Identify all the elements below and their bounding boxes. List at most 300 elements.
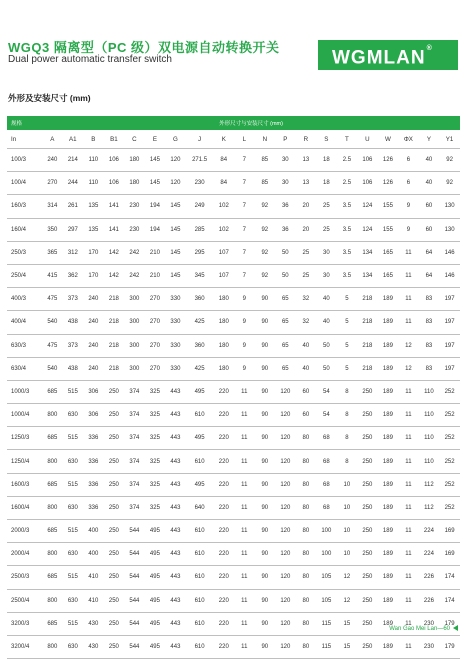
table-row: [7, 496, 460, 519]
dimension-cell: 6: [398, 172, 419, 195]
dimension-cell: 300: [124, 357, 145, 380]
dimension-cell: 250: [104, 635, 125, 658]
column-header: P: [275, 130, 296, 149]
dimension-cell: 438: [63, 357, 84, 380]
dimension-cell: 430: [83, 612, 104, 635]
dimension-cell: 250: [357, 473, 378, 496]
dimension-cell: 220: [214, 450, 235, 473]
dimension-cell: 110: [83, 172, 104, 195]
dimension-cell: 443: [165, 543, 186, 566]
dimension-cell: 106: [357, 172, 378, 195]
model-cell: 1000/3: [7, 380, 42, 403]
dimension-cell: 8: [337, 404, 358, 427]
dimension-cell: 189: [378, 566, 399, 589]
dimension-cell: 495: [145, 589, 166, 612]
dimension-cell: 495: [145, 543, 166, 566]
dimension-cell: 174: [439, 589, 460, 612]
table-row: [7, 218, 460, 241]
dimension-cell: 252: [439, 473, 460, 496]
dimension-cell: 295: [186, 241, 214, 264]
dimension-cell: 218: [357, 288, 378, 311]
registered-mark: ®: [426, 45, 432, 52]
dimension-cell: 515: [63, 520, 84, 543]
dimension-cell: 180: [124, 149, 145, 172]
dimension-cell: 146: [439, 241, 460, 264]
dimension-cell: 65: [275, 311, 296, 334]
dimension-cell: 415: [42, 264, 63, 287]
dimension-cell: 250: [104, 589, 125, 612]
dimension-cell: 630: [63, 496, 84, 519]
dimension-cell: 230: [124, 218, 145, 241]
dimension-cell: 126: [378, 172, 399, 195]
column-header: N: [255, 130, 276, 149]
dimension-cell: 5: [337, 288, 358, 311]
dimension-cell: 85: [255, 149, 276, 172]
dimension-cell: 220: [214, 520, 235, 543]
dimension-cell: 194: [145, 195, 166, 218]
dimension-cell: 106: [104, 172, 125, 195]
dimension-cell: 230: [419, 612, 440, 635]
dimension-cell: 141: [104, 195, 125, 218]
dimension-cell: 325: [145, 404, 166, 427]
dimension-cell: 250: [104, 520, 125, 543]
dimension-cell: 90: [255, 543, 276, 566]
dimension-cell: 306: [83, 380, 104, 403]
column-header: S: [316, 130, 337, 149]
dimension-cell: 120: [275, 404, 296, 427]
table-row: [7, 427, 460, 450]
dimension-cell: 373: [63, 334, 84, 357]
dimension-cell: 325: [145, 496, 166, 519]
table-row: [7, 380, 460, 403]
dimension-cell: 270: [145, 357, 166, 380]
dimension-cell: 11: [234, 496, 255, 519]
dimension-cell: 495: [145, 566, 166, 589]
dimension-cell: 7: [234, 172, 255, 195]
dimension-cell: 630: [63, 543, 84, 566]
table-row: [7, 172, 460, 195]
table-row: [7, 473, 460, 496]
dimension-cell: 250: [104, 612, 125, 635]
dimension-cell: 40: [419, 149, 440, 172]
model-cell: 1250/4: [7, 450, 42, 473]
dimension-cell: 314: [42, 195, 63, 218]
dimension-cell: 685: [42, 427, 63, 450]
column-header: R: [296, 130, 317, 149]
dimension-cell: 330: [165, 357, 186, 380]
dimension-cell: 189: [378, 496, 399, 519]
dimension-cell: 120: [165, 172, 186, 195]
model-cell: 160/4: [7, 218, 42, 241]
dimension-cell: 189: [378, 427, 399, 450]
dimension-cell: 220: [214, 635, 235, 658]
dimension-cell: 9: [234, 357, 255, 380]
dimension-cell: 11: [234, 520, 255, 543]
dimension-cell: 170: [83, 264, 104, 287]
table-row: [7, 195, 460, 218]
dimension-cell: 134: [357, 241, 378, 264]
model-cell: 2500/3: [7, 566, 42, 589]
dimension-cell: 240: [83, 288, 104, 311]
dimension-cell: 110: [83, 149, 104, 172]
dimension-cell: 107: [214, 264, 235, 287]
dimension-cell: 50: [275, 264, 296, 287]
model-cell: 250/3: [7, 241, 42, 264]
dimension-cell: 80: [296, 543, 317, 566]
dimension-cell: 110: [419, 427, 440, 450]
dimension-cell: 65: [275, 288, 296, 311]
dimension-cell: 36: [275, 218, 296, 241]
dimension-cell: 50: [316, 357, 337, 380]
dimension-cell: 11: [398, 241, 419, 264]
dimension-cell: 10: [337, 496, 358, 519]
dimension-cell: 325: [145, 427, 166, 450]
dimension-cell: 306: [83, 404, 104, 427]
dimension-cell: 80: [296, 427, 317, 450]
dimension-cell: 540: [42, 357, 63, 380]
dimension-cell: 270: [145, 311, 166, 334]
dimension-cell: 610: [186, 612, 214, 635]
dimension-cell: 544: [124, 520, 145, 543]
dimension-cell: 141: [104, 218, 125, 241]
dimension-cell: 107: [214, 241, 235, 264]
dimension-cell: 495: [145, 635, 166, 658]
table-row: [7, 311, 460, 334]
dimension-cell: 90: [255, 380, 276, 403]
dimension-cell: 270: [42, 172, 63, 195]
dimension-cell: 180: [214, 357, 235, 380]
dimension-cell: 495: [186, 427, 214, 450]
dimension-cell: 5: [337, 311, 358, 334]
dimension-cell: 242: [124, 241, 145, 264]
dimension-cell: 64: [419, 241, 440, 264]
dimension-cell: 244: [63, 172, 84, 195]
dimension-cell: 189: [378, 357, 399, 380]
dimension-cell: 32: [296, 311, 317, 334]
left-triangle-icon: [453, 625, 458, 631]
dimension-cell: 438: [63, 311, 84, 334]
column-header: T: [337, 130, 358, 149]
dimension-cell: 11: [398, 543, 419, 566]
dimension-cell: 124: [357, 195, 378, 218]
dimension-cell: 100: [316, 520, 337, 543]
dimension-cell: 252: [439, 496, 460, 519]
dimension-cell: 800: [42, 589, 63, 612]
dimension-cell: 92: [255, 241, 276, 264]
dimension-cell: 120: [275, 543, 296, 566]
dimension-cell: 240: [83, 311, 104, 334]
dimension-cell: 12: [337, 589, 358, 612]
dimension-cell: 250: [104, 380, 125, 403]
dimension-cell: 11: [398, 473, 419, 496]
dimension-cell: 197: [439, 357, 460, 380]
column-header-row: [7, 130, 460, 149]
column-header: L: [234, 130, 255, 149]
dimension-cell: 60: [419, 218, 440, 241]
model-cell: 2000/4: [7, 543, 42, 566]
dimension-cell: 120: [275, 612, 296, 635]
dimension-cell: 475: [42, 334, 63, 357]
column-header: J: [186, 130, 214, 149]
dimension-cell: 11: [398, 311, 419, 334]
model-cell: 630/3: [7, 334, 42, 357]
dimension-cell: 544: [124, 566, 145, 589]
dimension-cell: 120: [275, 450, 296, 473]
dimension-cell: 218: [104, 288, 125, 311]
dimension-cell: 250: [357, 404, 378, 427]
dimension-cell: 20: [296, 195, 317, 218]
dimension-cell: 92: [255, 195, 276, 218]
table-header-band: [7, 116, 460, 130]
dimension-cell: 220: [214, 612, 235, 635]
dimension-cell: 11: [398, 288, 419, 311]
column-header: G: [165, 130, 186, 149]
dimension-cell: 90: [255, 635, 276, 658]
dimension-cell: 495: [145, 520, 166, 543]
model-cell: 630/4: [7, 357, 42, 380]
dimension-cell: 11: [398, 450, 419, 473]
dimension-cell: 610: [186, 566, 214, 589]
model-cell: 160/3: [7, 195, 42, 218]
dimension-cell: 224: [419, 543, 440, 566]
dimension-cell: 106: [104, 149, 125, 172]
dimension-cell: 11: [398, 566, 419, 589]
dimension-cell: 210: [145, 264, 166, 287]
dimension-cell: 630: [63, 450, 84, 473]
model-cell: 1600/3: [7, 473, 42, 496]
dimension-cell: 106: [357, 149, 378, 172]
dimension-cell: 11: [234, 427, 255, 450]
dimension-cell: 120: [275, 380, 296, 403]
dimension-cell: 142: [104, 241, 125, 264]
dimension-cell: 124: [357, 218, 378, 241]
dimension-cell: 220: [214, 496, 235, 519]
dimension-cell: 5: [337, 357, 358, 380]
dimension-cell: 60: [296, 380, 317, 403]
dimension-cell: 11: [234, 589, 255, 612]
dimension-cell: 40: [316, 311, 337, 334]
dimension-cell: 83: [419, 357, 440, 380]
dimension-cell: 8: [337, 380, 358, 403]
dimension-cell: 270: [145, 334, 166, 357]
dimension-cell: 9: [234, 288, 255, 311]
dimension-cell: 250: [104, 496, 125, 519]
dimension-cell: 362: [63, 264, 84, 287]
dimension-cell: 443: [165, 404, 186, 427]
dimension-cell: 142: [104, 264, 125, 287]
dimension-cell: 105: [316, 589, 337, 612]
dimension-cell: 7: [234, 218, 255, 241]
table-row: [7, 543, 460, 566]
dimension-cell: 9: [234, 334, 255, 357]
dimension-cell: 189: [378, 589, 399, 612]
dimension-cell: 336: [83, 473, 104, 496]
dimension-cell: 189: [378, 612, 399, 635]
dimension-cell: 250: [357, 589, 378, 612]
dimension-cell: 250: [357, 380, 378, 403]
dimension-cell: 374: [124, 404, 145, 427]
dimension-cell: 40: [419, 172, 440, 195]
page-footer: [389, 625, 458, 632]
dimension-cell: 230: [419, 635, 440, 658]
dimension-cell: 194: [145, 218, 166, 241]
dimension-cell: 250: [104, 566, 125, 589]
dimension-cell: 495: [186, 473, 214, 496]
dimension-cell: 540: [42, 311, 63, 334]
dimension-cell: 135: [83, 195, 104, 218]
dimension-cell: 18: [316, 149, 337, 172]
dimension-cell: 610: [186, 450, 214, 473]
dimension-cell: 230: [186, 172, 214, 195]
table-row: [7, 404, 460, 427]
dimension-cell: 443: [165, 566, 186, 589]
dimension-cell: 336: [83, 450, 104, 473]
dimension-cell: 544: [124, 612, 145, 635]
dimension-cell: 220: [214, 543, 235, 566]
dimension-cell: 250: [104, 450, 125, 473]
dimension-cell: 145: [145, 149, 166, 172]
dimension-cell: 630: [63, 404, 84, 427]
dimension-cell: 544: [124, 543, 145, 566]
dimension-cell: 250: [357, 543, 378, 566]
page-title: WGQ3 隔离型（PC 级）双电源自动转换开关: [8, 40, 280, 55]
dimension-cell: 80: [296, 473, 317, 496]
dimension-cell: 90: [255, 450, 276, 473]
dimension-cell: 443: [165, 612, 186, 635]
dimension-cell: 443: [165, 496, 186, 519]
dimension-cell: 65: [275, 334, 296, 357]
dimension-cell: 7: [234, 241, 255, 264]
brand-logo: [318, 40, 458, 70]
dimension-cell: 189: [378, 520, 399, 543]
dimension-cell: 20: [296, 218, 317, 241]
dimension-cell: 25: [296, 264, 317, 287]
column-header: B: [83, 130, 104, 149]
dimension-cell: 112: [419, 496, 440, 519]
dimension-cell: 330: [165, 288, 186, 311]
dimension-cell: 115: [316, 635, 337, 658]
dimension-cell: 120: [275, 427, 296, 450]
dimension-cell: 685: [42, 612, 63, 635]
model-cell: 250/4: [7, 264, 42, 287]
dimension-cell: 360: [186, 288, 214, 311]
dimension-cell: 400: [83, 520, 104, 543]
dimension-cell: 220: [214, 473, 235, 496]
model-cell: 3200/3: [7, 612, 42, 635]
column-header: W: [378, 130, 399, 149]
dimension-cell: 134: [357, 264, 378, 287]
dimension-cell: 11: [398, 264, 419, 287]
dimension-cell: 60: [296, 404, 317, 427]
dimension-cell: 261: [63, 195, 84, 218]
model-cell: 100/4: [7, 172, 42, 195]
model-cell: 400/4: [7, 311, 42, 334]
dimension-cell: 11: [398, 520, 419, 543]
dimension-cell: 2.5: [337, 172, 358, 195]
dimension-cell: 220: [214, 589, 235, 612]
dimension-cell: 425: [186, 357, 214, 380]
dimension-cell: 250: [104, 404, 125, 427]
dimension-cell: 640: [186, 496, 214, 519]
dimension-cell: 120: [275, 520, 296, 543]
dimension-cell: 90: [255, 496, 276, 519]
dimension-cell: 11: [234, 450, 255, 473]
dimension-cell: 32: [296, 288, 317, 311]
dimension-cell: 65: [275, 357, 296, 380]
dimension-cell: 214: [63, 149, 84, 172]
dimension-cell: 218: [104, 357, 125, 380]
dimension-cell: 84: [214, 149, 235, 172]
dimension-cell: 250: [357, 612, 378, 635]
dimension-cell: 11: [234, 612, 255, 635]
dimension-cell: 18: [316, 172, 337, 195]
dimension-cell: 169: [439, 543, 460, 566]
dimension-cell: 11: [398, 404, 419, 427]
dimension-cell: 800: [42, 635, 63, 658]
dimension-cell: 10: [337, 473, 358, 496]
dimension-cell: 80: [296, 612, 317, 635]
dimension-cell: 68: [316, 427, 337, 450]
dimension-cell: 230: [124, 195, 145, 218]
dimension-cell: 685: [42, 520, 63, 543]
dimension-cell: 515: [63, 566, 84, 589]
dimension-cell: 610: [186, 520, 214, 543]
dimension-cell: 218: [357, 311, 378, 334]
dimension-cell: 85: [255, 172, 276, 195]
dimension-cell: 218: [104, 311, 125, 334]
dimension-cell: 800: [42, 450, 63, 473]
dimension-cell: 685: [42, 566, 63, 589]
dimension-cell: 3.5: [337, 195, 358, 218]
dimension-cell: 36: [275, 195, 296, 218]
dimension-cell: 155: [378, 218, 399, 241]
dimension-cell: 300: [124, 334, 145, 357]
dimension-cell: 410: [83, 566, 104, 589]
dimension-cell: 90: [255, 334, 276, 357]
column-header: A1: [63, 130, 84, 149]
dimension-cell: 218: [357, 334, 378, 357]
dimension-cell: 189: [378, 380, 399, 403]
dimension-cell: 3.5: [337, 264, 358, 287]
dimension-cell: 12: [337, 566, 358, 589]
dimension-cell: 11: [398, 612, 419, 635]
column-header: Y: [419, 130, 440, 149]
dimension-cell: 7: [234, 195, 255, 218]
dimension-cell: 250: [357, 520, 378, 543]
table-row: [7, 635, 460, 658]
dimension-cell: 285: [186, 218, 214, 241]
table-row: [7, 241, 460, 264]
dimension-cell: 330: [165, 311, 186, 334]
dimension-cell: 189: [378, 543, 399, 566]
table-row: [7, 566, 460, 589]
dimension-cell: 515: [63, 612, 84, 635]
dimension-cell: 8: [337, 450, 358, 473]
table-row: [7, 264, 460, 287]
dimension-cell: 9: [398, 195, 419, 218]
dimension-cell: 297: [63, 218, 84, 241]
dimension-cell: 8: [337, 427, 358, 450]
dimension-cell: 80: [296, 520, 317, 543]
dimension-cell: 83: [419, 288, 440, 311]
dimension-cell: 189: [378, 473, 399, 496]
dimension-cell: 92: [255, 218, 276, 241]
dimension-cell: 130: [439, 195, 460, 218]
dimension-cell: 90: [255, 357, 276, 380]
dimension-cell: 226: [419, 566, 440, 589]
dimension-cell: 365: [42, 241, 63, 264]
dimension-cell: 430: [83, 635, 104, 658]
